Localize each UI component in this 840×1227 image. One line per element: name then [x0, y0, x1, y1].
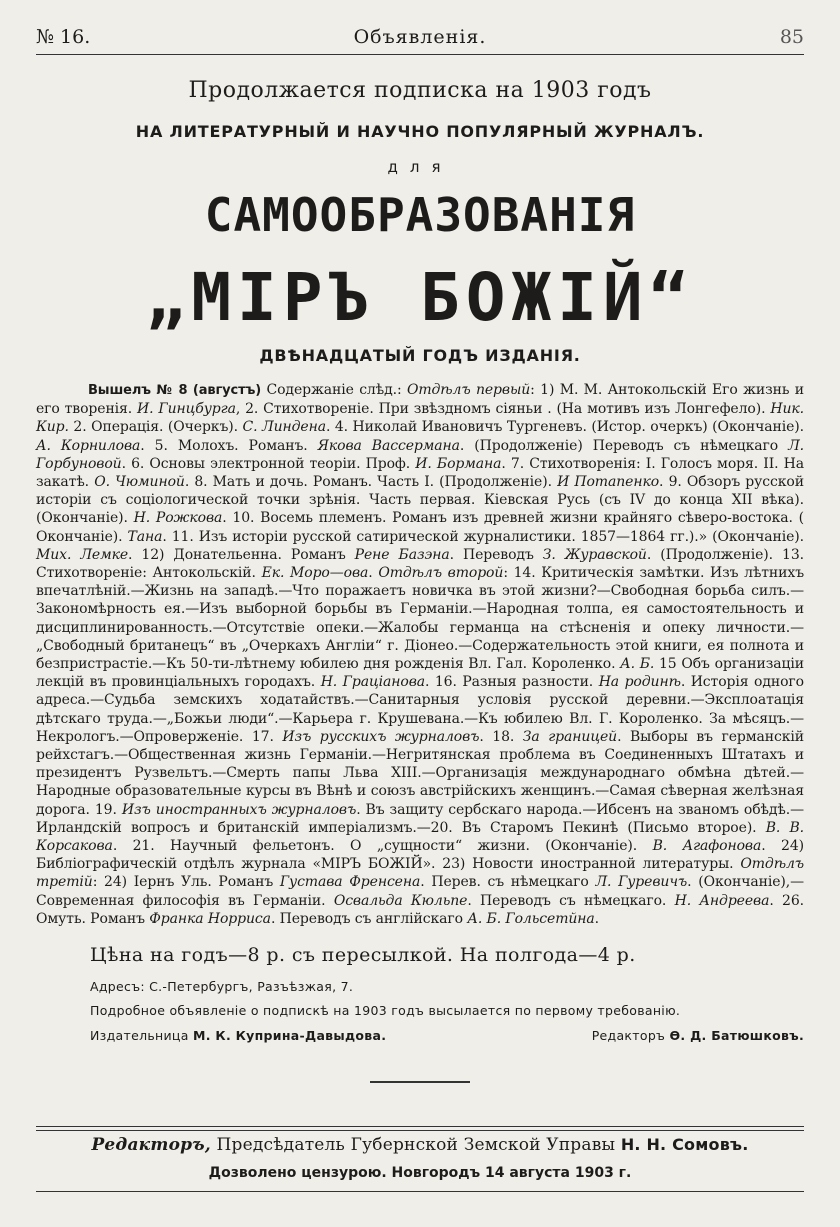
contents-text: . 18.: [479, 728, 523, 745]
contents-author: В. В. Корсакова: [36, 819, 804, 855]
ad-subscription-line: Продолжается подписка на 1903 годъ: [188, 78, 652, 103]
ad-self-education: САМООБРАЗОВАНІЯ: [204, 188, 636, 242]
contents-author: В. Агафонова: [652, 838, 762, 855]
subscription-details: Подробное объявленіе о подпискѣ на 1903 годъ высылается по первому требованію.: [90, 1003, 681, 1018]
contents-section: На родинѣ: [598, 674, 681, 691]
contents-author: Л. Горбуновой: [36, 437, 805, 472]
contents-text: . 21. Научный фельетонъ. О „сущности“ жизни. (Окончаніе).: [112, 838, 653, 855]
contents-author: А. Б.: [620, 656, 655, 673]
contents-text: .: [594, 910, 600, 927]
contents-text: : 14. Критическія замѣтки. Изъ лѣтнихъ впечатлѣній.—Жизнь на западѣ.—Что поражаетъ новичка въ этой жизни?—Свободная борьба силъ.—Закономѣрность ея.—Изъ выборной борьбы въ Германіи.—Народная толпа, ея самостоятельность и дисциплинированность.—Отсутствіе опеки.—Жалобы германца на стѣсненія и опеку личности.—„Свободный британецъ“ въ „Очеркахъ Англіи“ г. Діонео.—Содержательность этой книги, ея полнота и безпристрастіе.—Къ 50-ти-лѣтнему юбилею дня рожденія Вл. Гал. Короленко.: [36, 565, 804, 673]
footer-editor-position: Предсѣдатель Губернской Земской Управы: [210, 1135, 621, 1155]
editor-name: Ѳ. Д. Батюшковъ.: [669, 1028, 804, 1043]
footer-editor-word: Редакторъ,: [91, 1135, 211, 1155]
footer-editor-name: Н. Н. Сомовъ.: [620, 1135, 749, 1154]
contents-text: . Переводъ: [449, 546, 543, 563]
contents-text: : 1) М. М. Антокольскій Его жизнь и его творенія.: [36, 382, 804, 418]
contents-text: .: [368, 565, 379, 582]
contents-author: О. Чюминой: [94, 474, 185, 491]
contents-author: Тана: [127, 528, 163, 545]
contents-author: И Потапенко: [557, 474, 660, 491]
contents-author: Франка Норриса: [149, 910, 271, 927]
contents-text: : 24) Іернъ Уль. Романъ: [92, 874, 280, 891]
page-number: 85: [779, 26, 804, 48]
contents-section: Изъ русскихъ журналовъ: [282, 728, 480, 745]
contents-text: . Исторія одного адреса.—Судьба земскихъ ходатайствъ.—Санитарныя условія русской деревни.—Эксплоатація дѣтскаго труда.—„Божьи люди“.—Карьера г. Крушевана.—Къ юбилею Вл. Г. Короленко. За мѣсяцъ.—Некрологъ.—Опроверженіе. 17.: [36, 674, 804, 745]
publisher-name: М. К. Куприна-Давыдова.: [192, 1028, 387, 1043]
publisher-line: [90, 1028, 386, 1043]
ad-end-rule: [370, 1081, 470, 1083]
contents-author: Рене Базэна: [354, 546, 450, 563]
contents-author: Н. Граціанова: [320, 674, 425, 691]
contents-author: Ник. Кир.: [36, 401, 804, 436]
contents-section: Изъ иностранныхъ журналовъ: [121, 801, 357, 818]
contents-author: А. Б. Гольсетйна: [467, 910, 595, 927]
running-head: [36, 26, 804, 52]
contents-text: . 7. Стихотворенія: І. Голосъ моря. ІІ. На закатѣ.: [36, 455, 804, 491]
contents-author: Освальда Кюльпе: [333, 892, 468, 909]
contents-author: И. Бормана: [415, 455, 502, 472]
ad-journal-type: НА ЛИТЕРАТУРНЫЙ И НАУЧНО ПОПУЛЯРНЫЙ ЖУРНАЛЪ.: [135, 122, 705, 141]
contents-section: Отдѣлъ первый: [406, 382, 531, 398]
footer-double-rule: [36, 1126, 804, 1131]
contents-text: . 16. Разныя разности.: [425, 674, 599, 691]
contents-text: . 6. Основы электронной теоріи. Проф.: [121, 455, 416, 472]
ad-year-of-publication: ДВѢНАДЦАТЫЙ ГОДЪ ИЗДАНІЯ.: [259, 346, 581, 365]
contents-text: . (Продолженіе) Переводъ съ нѣмецкаго: [459, 437, 789, 454]
contents-text: . Переводъ съ англійскаго: [270, 910, 468, 927]
ad-for-word: для: [387, 158, 453, 176]
editor-line: [592, 1028, 804, 1043]
contents-paragraph: [36, 381, 804, 928]
contents-text: . 10. Восемь племенъ. Романъ изъ древней жизни крайняго сѣверо-востока. ( Окончаніе).: [36, 510, 804, 545]
contents-text: . 9. Обзоръ русской исторіи съ соціологической точки зрѣнія. Часть первая. Кіевская Русь (съ ІV до конца XII вѣка). (Окончаніе).: [36, 474, 804, 527]
contents-author: Густава Френсена: [279, 874, 421, 891]
contents-text: , 2. Стихотвореніе. При звѣздномъ сіяньи . (На мотивъ изъ Лонгефело).: [235, 401, 771, 418]
contents-text: . Переводъ съ нѣмецкаго.: [467, 892, 675, 909]
contents-author: Мих. Лемке: [36, 546, 129, 563]
contents-text: . 11. Изъ исторіи русской сатирической журналистики. 1857—1864 гг.).» (Окончаніе).: [162, 528, 804, 545]
contents-text: 2. Операція. (Очеркъ).: [68, 419, 243, 436]
contents-text: . (Продолженіе). 13. Стихотвореніе: Антокольскій.: [36, 546, 804, 582]
contents-text: . Перев. съ нѣмецкаго: [420, 874, 596, 891]
censorship-line: Дозволено цензурою. Новгородъ 14 августа 1903 г.: [208, 1165, 632, 1181]
publisher-label: Издательница: [90, 1028, 189, 1043]
footer-bottom-rule: [36, 1191, 804, 1192]
contents-lead: Вышелъ № 8 (августъ): [88, 383, 262, 398]
contents-author: Якова Вассермана: [317, 437, 460, 454]
contents-text: . 12) Донательенна. Романъ: [128, 546, 355, 563]
contents-author: Л. Гуревичъ: [595, 874, 688, 891]
contents-text: . 24) Библіографическій отдѣлъ журнала «МІРЪ БОЖІЙ». 23) Новости иностранной литературы.: [36, 838, 805, 873]
subscription-address: Адресъ: С.-Петербургъ, Разъѣзжая, 7.: [90, 979, 354, 994]
contents-text: . 8. Мать и дочь. Романъ. Часть І. (Продолженіе).: [184, 474, 558, 491]
contents-text: . 4. Николай Ивановичъ Тургеневъ. (Истор. очеркъ) (Окончаніе).: [325, 419, 805, 436]
contents-text: . Въ защиту сербскаго народа.—Ибсенъ на званомъ обѣдѣ.—Ирландскій вопросъ и британскій имперіализмъ.—20. Въ Старомъ Пекинѣ (Письмо второе).: [36, 801, 804, 836]
contents-section: Отдѣлъ второй: [378, 565, 504, 582]
contents-author: С. Линдена: [242, 419, 326, 436]
contents-text: Содержаніе слѣд.:: [261, 382, 407, 398]
contents-author: Н. Рожкова: [133, 510, 223, 527]
contents-author: З. Журавской: [542, 546, 647, 563]
contents-author: Ек. Моро—ова: [261, 565, 369, 582]
subscription-price: Цѣна на годъ—8 р. съ пересылкой. На полгода—4 р.: [90, 944, 636, 966]
contents-text: . (Окончаніе),—Современная философія въ Германіи.: [36, 874, 805, 909]
contents-text: . 26. Омуть. Романъ: [36, 892, 805, 927]
section-title: Объявленія.: [353, 26, 487, 48]
contents-author: А. Корнилова: [36, 437, 141, 454]
editor-label: Редакторъ: [591, 1028, 666, 1043]
contents-section: За границей: [522, 728, 618, 745]
contents-section: Отдѣлъ третій: [36, 856, 804, 891]
contents-text: . Выборы въ германскій рейхстагъ.—Общественная жизнь Германіи.—Негритянская проблема въ Соединенныхъ Штатахъ и президентъ Рузвельтъ.—Смерть папы Льва XIII.—Организація международнаго обмѣна дѣтей.—Народные образовательные курсы въ Вѣнѣ и союзъ австрійскихъ женщинъ.—Самая сѣверная желѣзная дорога. 19.: [36, 728, 805, 818]
footer-editor-line: [36, 1135, 804, 1155]
contents-text: 15 Объ организаціи лекцій въ провинціальныхъ городахъ.: [36, 656, 805, 691]
ad-journal-title: „МІРЪ БОЖІЙ“: [145, 259, 695, 336]
issue-number: № 16.: [36, 26, 91, 48]
contents-text: . 5. Молохъ. Романъ.: [140, 437, 318, 454]
contents-author: И. Гинцбурга: [137, 401, 236, 418]
contents-author: Н. Андреева: [674, 892, 770, 909]
header-rule: [36, 54, 804, 55]
